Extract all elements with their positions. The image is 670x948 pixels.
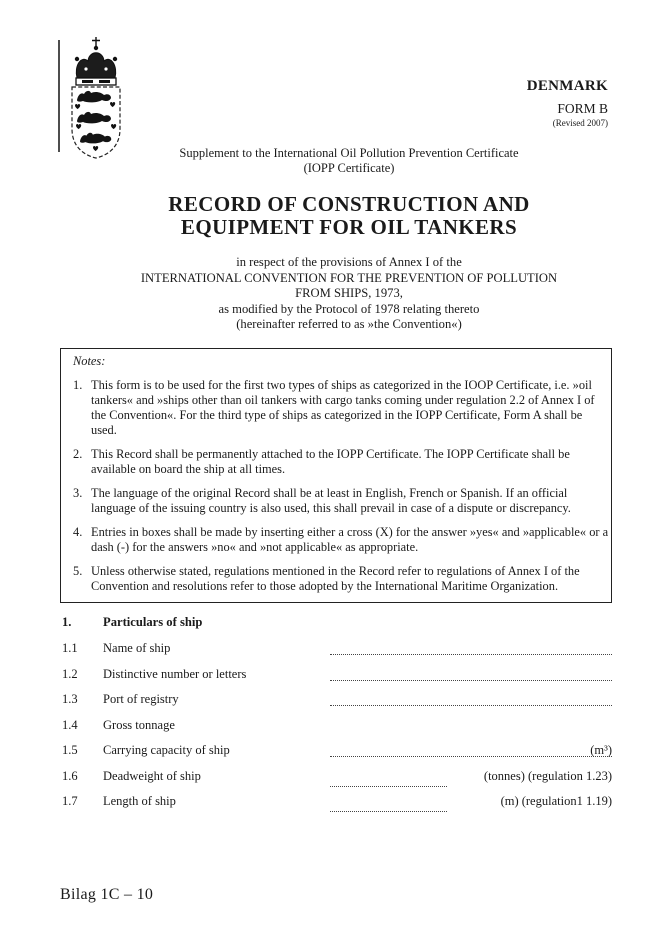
row-number: 1.1 [62, 641, 78, 655]
note-text: This form is to be used for the first two types of ships as categorized in the IOOP Certificate, i.e. »oil tankers« and »ships other than oil tankers with cargo tanks coming under regulation 2.2 of Annex I of the Convention«. For the third type of ships as categorized in the IOPP Certificate, Form A shall be used. [91, 377, 595, 437]
notes-heading: Notes: [73, 353, 106, 368]
row-number: 1.3 [62, 692, 78, 706]
form-row-distinctive-number [60, 667, 612, 681]
form-row-length-of-ship [60, 794, 612, 808]
subtitle-line-2: INTERNATIONAL CONVENTION FOR THE PREVENTION OF POLLUTION [140, 270, 558, 285]
note-number: 5. [73, 563, 83, 578]
unit-label-m3: (m³) [590, 743, 612, 757]
form-row-port-of-registry [60, 692, 612, 706]
page-reference: Bilag 1C – 10 [60, 886, 154, 903]
field-distinctive-number[interactable] [330, 667, 612, 681]
note-item [73, 525, 610, 555]
row-number: 1.6 [62, 768, 78, 783]
note-number: 4. [73, 524, 83, 539]
row-number: 1.4 [62, 717, 78, 732]
form-type-label: FORM B [557, 101, 608, 117]
note-text: This Record shall be permanently attached to the IOPP Certificate. The IOPP Certificate shall be available on board the ship at all times. [91, 446, 570, 476]
row-label: Gross tonnage [103, 717, 175, 732]
row-label: Port of registry [103, 692, 179, 706]
section-number: 1. [62, 614, 72, 629]
document-title-line-1: RECORD OF CONSTRUCTION AND [168, 192, 530, 216]
row-number: 1.5 [62, 743, 78, 757]
subtitle-line-1: in respect of the provisions of Annex I of the [236, 255, 462, 269]
row-number: 1.2 [62, 666, 78, 681]
note-text: Unless otherwise stated, regulations mentioned in the Record refer to regulations of Annex I of the Convention and resolutions refer to those adopted by the International Maritime Organization. [91, 563, 580, 593]
country-label: DENMARK [526, 78, 608, 94]
note-text: The language of the original Record shall be at least in English, French or Spanish. If an official language of the issuing country is also used, this shall prevail in case of a dispute or discrepancy. [91, 485, 571, 515]
row-label: Deadweight of ship [103, 768, 201, 783]
field-length-of-ship[interactable] [330, 798, 447, 812]
subtitle-line-4: as modified by the Protocol of 1978 relating thereto [218, 301, 480, 316]
note-item [73, 564, 610, 594]
row-label: Distinctive number or letters [103, 666, 247, 681]
subtitle-line-5: (hereinafter referred to as »the Convention«) [236, 317, 462, 331]
note-number: 1. [73, 377, 83, 392]
section-1-heading [60, 615, 612, 630]
section-title: Particulars of ship [103, 614, 203, 629]
note-item [73, 486, 610, 516]
note-item [73, 378, 610, 438]
field-carrying-capacity[interactable] [330, 743, 612, 757]
document-title [60, 193, 612, 238]
note-number: 2. [73, 446, 83, 461]
note-number: 3. [73, 485, 83, 500]
unit-label-tonnes: (tonnes) (regulation 1.23) [483, 768, 612, 783]
field-port-of-registry[interactable] [330, 692, 612, 706]
convention-subtitle [60, 255, 612, 333]
supplement-line-1: Supplement to the International Oil Pollution Prevention Certificate [179, 146, 519, 160]
row-label: Name of ship [103, 641, 171, 655]
row-label: Length of ship [103, 794, 176, 808]
form-row-gross-tonnage [60, 718, 612, 732]
subtitle-line-3: FROM SHIPS, 1973, [295, 286, 403, 300]
unit-label-metres: (m) (regulation1 1.19) [500, 794, 612, 808]
row-label: Carrying capacity of ship [103, 743, 230, 757]
supplement-heading [60, 146, 612, 175]
field-deadweight[interactable] [330, 773, 447, 787]
revision-label: (Revised 2007) [552, 117, 608, 128]
row-number: 1.7 [62, 794, 78, 808]
field-name-of-ship[interactable] [330, 641, 612, 655]
form-row-deadweight [60, 769, 612, 783]
supplement-line-2: (IOPP Certificate) [303, 160, 395, 175]
note-item [73, 447, 610, 477]
form-row-carrying-capacity [60, 743, 612, 757]
note-text: Entries in boxes shall be made by inserting either a cross (X) for the answer »yes« and »applicable« or a dash (-) for the answers »no« and »not applicable« as appropriate. [91, 524, 609, 554]
notes-box [60, 348, 612, 603]
document-title-line-2: EQUIPMENT FOR OIL TANKERS [180, 214, 518, 239]
form-row-name-of-ship [60, 641, 612, 655]
